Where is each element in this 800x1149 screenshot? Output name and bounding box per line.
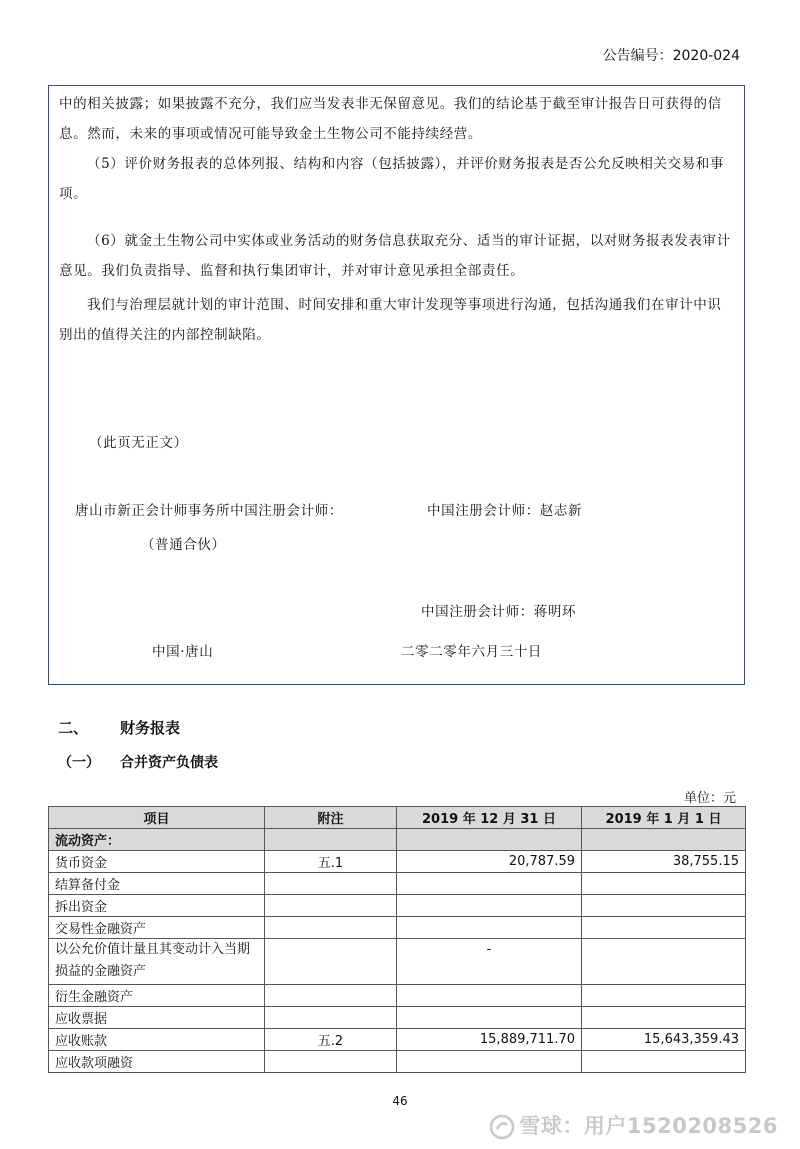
row-item: 货币资金 <box>49 851 265 873</box>
header-date-end: 2019 年 12 月 31 日 <box>397 807 582 829</box>
row-item: 交易性金融资产 <box>49 917 265 939</box>
announcement-number: 公告编号：2020-024 <box>602 48 740 64</box>
section-label: 流动资产： <box>49 829 265 851</box>
row-note <box>265 873 397 895</box>
row-value-end: - <box>397 939 582 985</box>
page-number: 46 <box>392 1094 408 1108</box>
row-value-start: 15,643,359.43 <box>582 1029 746 1051</box>
row-value-start <box>582 985 746 1007</box>
row-note <box>265 1007 397 1029</box>
row-note <box>265 895 397 917</box>
row-note: 五.1 <box>265 851 397 873</box>
row-value-start <box>582 1007 746 1029</box>
row-item: 衍生金融资产 <box>49 985 265 1007</box>
report-date: 二零二零年六月三十日 <box>401 644 542 660</box>
row-item: 应收票据 <box>49 1007 265 1029</box>
watermark-text: 雪球：用户1520208526 <box>519 1114 778 1138</box>
row-value-end <box>397 985 582 1007</box>
table-row <box>49 917 746 939</box>
row-value-start <box>582 917 746 939</box>
row-note: 五.2 <box>265 1029 397 1051</box>
row-item: 以公允价值计量且其变动计入当期损益的金融资产 <box>49 939 265 985</box>
section-number: 二、 <box>58 719 89 737</box>
table-row <box>49 851 746 873</box>
partnership-type: （普通合伙） <box>141 537 226 553</box>
table-section-row <box>49 829 746 851</box>
row-item: 拆出资金 <box>49 895 265 917</box>
row-note <box>265 985 397 1007</box>
audit-paragraph: （6）就金土生物公司中实体或业务活动的财务信息获取充分、适当的审计证据，以对财务报表发表审计意见。我们负责指导、监督和执行集团审计，并对审计意见承担全部责任。 <box>59 233 731 279</box>
row-item: 应收款项融资 <box>49 1051 265 1073</box>
row-note <box>265 917 397 939</box>
header-note: 附注 <box>265 807 397 829</box>
row-value-start <box>582 939 746 985</box>
subsection-number: （一） <box>58 755 100 771</box>
snowball-logo-icon <box>489 1114 515 1140</box>
table-row <box>49 1029 746 1051</box>
row-value-start <box>582 895 746 917</box>
no-text-note: （此页无正文） <box>89 435 188 451</box>
currency-unit: 单位：元 <box>683 791 736 806</box>
section-heading <box>58 717 180 738</box>
row-value-end: 20,787.59 <box>397 851 582 873</box>
header-date-start: 2019 年 1 月 1 日 <box>582 807 746 829</box>
row-value-end <box>397 895 582 917</box>
row-value-start <box>582 873 746 895</box>
row-note <box>265 1051 397 1073</box>
table-row <box>49 1051 746 1073</box>
row-value-end <box>397 917 582 939</box>
subsection-heading <box>58 752 218 772</box>
row-note <box>265 939 397 985</box>
empty-cell <box>582 829 746 851</box>
row-value-start: 38,755.15 <box>582 851 746 873</box>
subsection-title: 合并资产负债表 <box>120 755 218 771</box>
header-item: 项目 <box>49 807 265 829</box>
table-row <box>49 985 746 1007</box>
row-value-end <box>397 873 582 895</box>
audit-report-box <box>48 85 745 685</box>
section-title: 财务报表 <box>120 719 181 737</box>
table-header-row <box>49 807 746 829</box>
empty-cell <box>397 829 582 851</box>
table-row <box>49 895 746 917</box>
table-row <box>49 1007 746 1029</box>
row-value-end <box>397 1007 582 1029</box>
cpa-signature-2: 中国注册会计师：蒋明环 <box>421 604 577 620</box>
row-item: 应收账款 <box>49 1029 265 1051</box>
audit-paragraph: 我们与治理层就计划的审计范围、时间安排和重大审计发现等事项进行沟通，包括沟通我们在审计中识别出的值得关注的内部控制缺陷。 <box>59 297 722 343</box>
table-row <box>49 873 746 895</box>
report-location: 中国·唐山 <box>152 644 214 660</box>
cpa-signature-1: 中国注册会计师：赵志新 <box>427 503 583 519</box>
empty-cell <box>265 829 397 851</box>
row-item: 结算备付金 <box>49 873 265 895</box>
firm-name: 唐山市新正会计师事务所中国注册会计师： <box>75 503 343 519</box>
audit-paragraph: 中的相关披露；如果披露不充分，我们应当发表非无保留意见。我们的结论基于截至审计报告日可获得的信息。然而，未来的事项或情况可能导致金土生物公司不能持续经营。 <box>59 96 722 142</box>
row-value-start <box>582 1051 746 1073</box>
audit-paragraph: （5）评价财务报表的总体列报、结构和内容（包括披露），并评价财务报表是否公允反映相关交易和事项。 <box>59 156 724 202</box>
table-row <box>49 939 746 985</box>
row-value-end: 15,889,711.70 <box>397 1029 582 1051</box>
row-value-end <box>397 1051 582 1073</box>
watermark <box>489 1110 778 1140</box>
balance-sheet-table <box>48 806 746 1073</box>
